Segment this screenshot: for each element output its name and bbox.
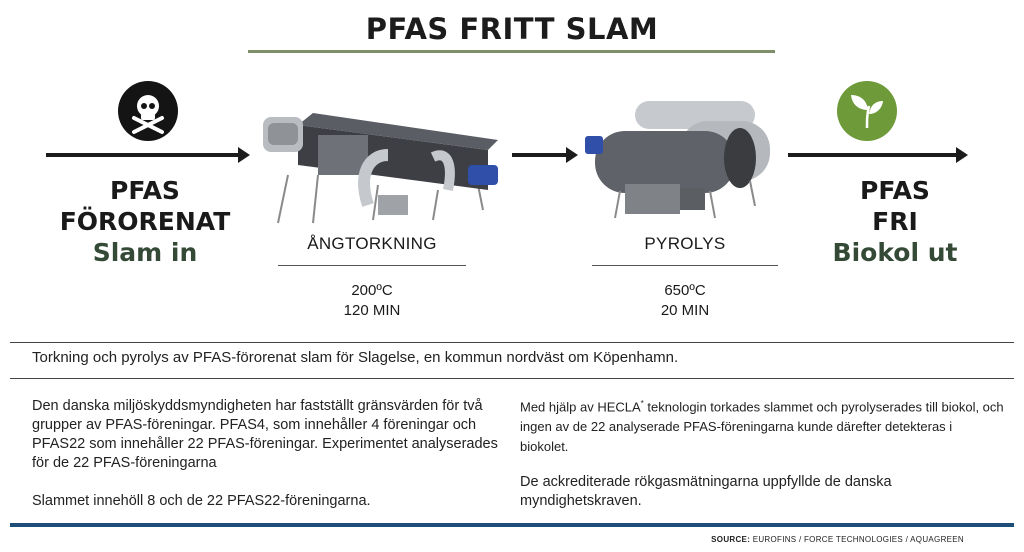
source-label-text: SOURCE: bbox=[711, 535, 751, 544]
stage1-params bbox=[278, 281, 466, 321]
source-label bbox=[40, 175, 250, 268]
page-title: PFAS FRITT SLAM bbox=[365, 12, 659, 46]
skull-crossbones-icon bbox=[117, 80, 179, 142]
stage1-label: ÅNGTORKNING bbox=[307, 234, 437, 253]
right-block-line2: FRI bbox=[872, 207, 918, 236]
right-text-p1-sup: * bbox=[640, 399, 644, 408]
right-text-p1-post: teknologin torkades slammet och pyrolyserades till biokol, och ingen av de 22 analyserade PFAS-föreningarna kunde därefter detekteras i biokolet. bbox=[520, 399, 1004, 455]
right-text-p1-pre: Med hjälp av HECLA bbox=[520, 399, 641, 415]
left-block-line3: Slam in bbox=[92, 238, 198, 267]
source-credit bbox=[711, 535, 964, 544]
left-block-line2: FÖRORENAT bbox=[59, 207, 231, 236]
stage1-time: 120 MIN bbox=[343, 302, 401, 319]
left-text-paragraph-1: Den danska miljöskyddsmyndigheten har fastställt gränsvärden för två grupper av PFAS-föreningar. PFAS4, som innehåller 4 föreningar och PFAS22 som innehåller 22 PFAS-föreningar. Experimentet analyserades för de 22 PFAS-föreningarna bbox=[32, 398, 498, 471]
footer-bar bbox=[10, 523, 1014, 527]
figure-caption: Torkning och pyrolys av PFAS-förorenat slam för Slagelse, en kommun nordväst om Köpenhamn. bbox=[32, 349, 679, 366]
caption-top-rule bbox=[10, 342, 1014, 343]
left-text-column bbox=[32, 397, 502, 511]
flow-arrow-1 bbox=[46, 153, 240, 157]
caption-bottom-rule bbox=[10, 378, 1014, 379]
right-block-line1: PFAS bbox=[860, 176, 930, 205]
stage1-rule bbox=[278, 265, 466, 266]
right-text-paragraph-1 bbox=[520, 394, 1004, 457]
right-text-column bbox=[520, 394, 1004, 511]
stage1-temp: 200ºC bbox=[351, 282, 393, 299]
pyrolysis-reactor-illustration bbox=[580, 96, 780, 221]
output-label bbox=[790, 175, 1000, 268]
stage2-params bbox=[592, 281, 778, 321]
right-block-line3: Biokol ut bbox=[832, 238, 958, 267]
stage2-temp: 650ºC bbox=[664, 282, 706, 299]
stage2-label: PYROLYS bbox=[644, 234, 726, 253]
stage2-rule bbox=[592, 265, 778, 266]
title-underline bbox=[248, 50, 775, 53]
steam-dryer-illustration bbox=[258, 95, 508, 225]
stage2-time: 20 MIN bbox=[660, 302, 710, 319]
leaf-icon bbox=[836, 80, 898, 142]
left-text-paragraph-2: Slammet innehöll 8 och de 22 PFAS22-föreningarna. bbox=[32, 493, 371, 509]
left-block-line1: PFAS bbox=[110, 176, 180, 205]
flow-arrow-3 bbox=[788, 153, 958, 157]
source-text: EUROFINS / FORCE TECHNOLOGIES / AQUAGREEN bbox=[750, 535, 964, 544]
right-text-paragraph-2: De ackrediterade rökgasmätningarna uppfyllde de danska myndighetskraven. bbox=[520, 474, 892, 510]
flow-arrow-2 bbox=[512, 153, 568, 157]
